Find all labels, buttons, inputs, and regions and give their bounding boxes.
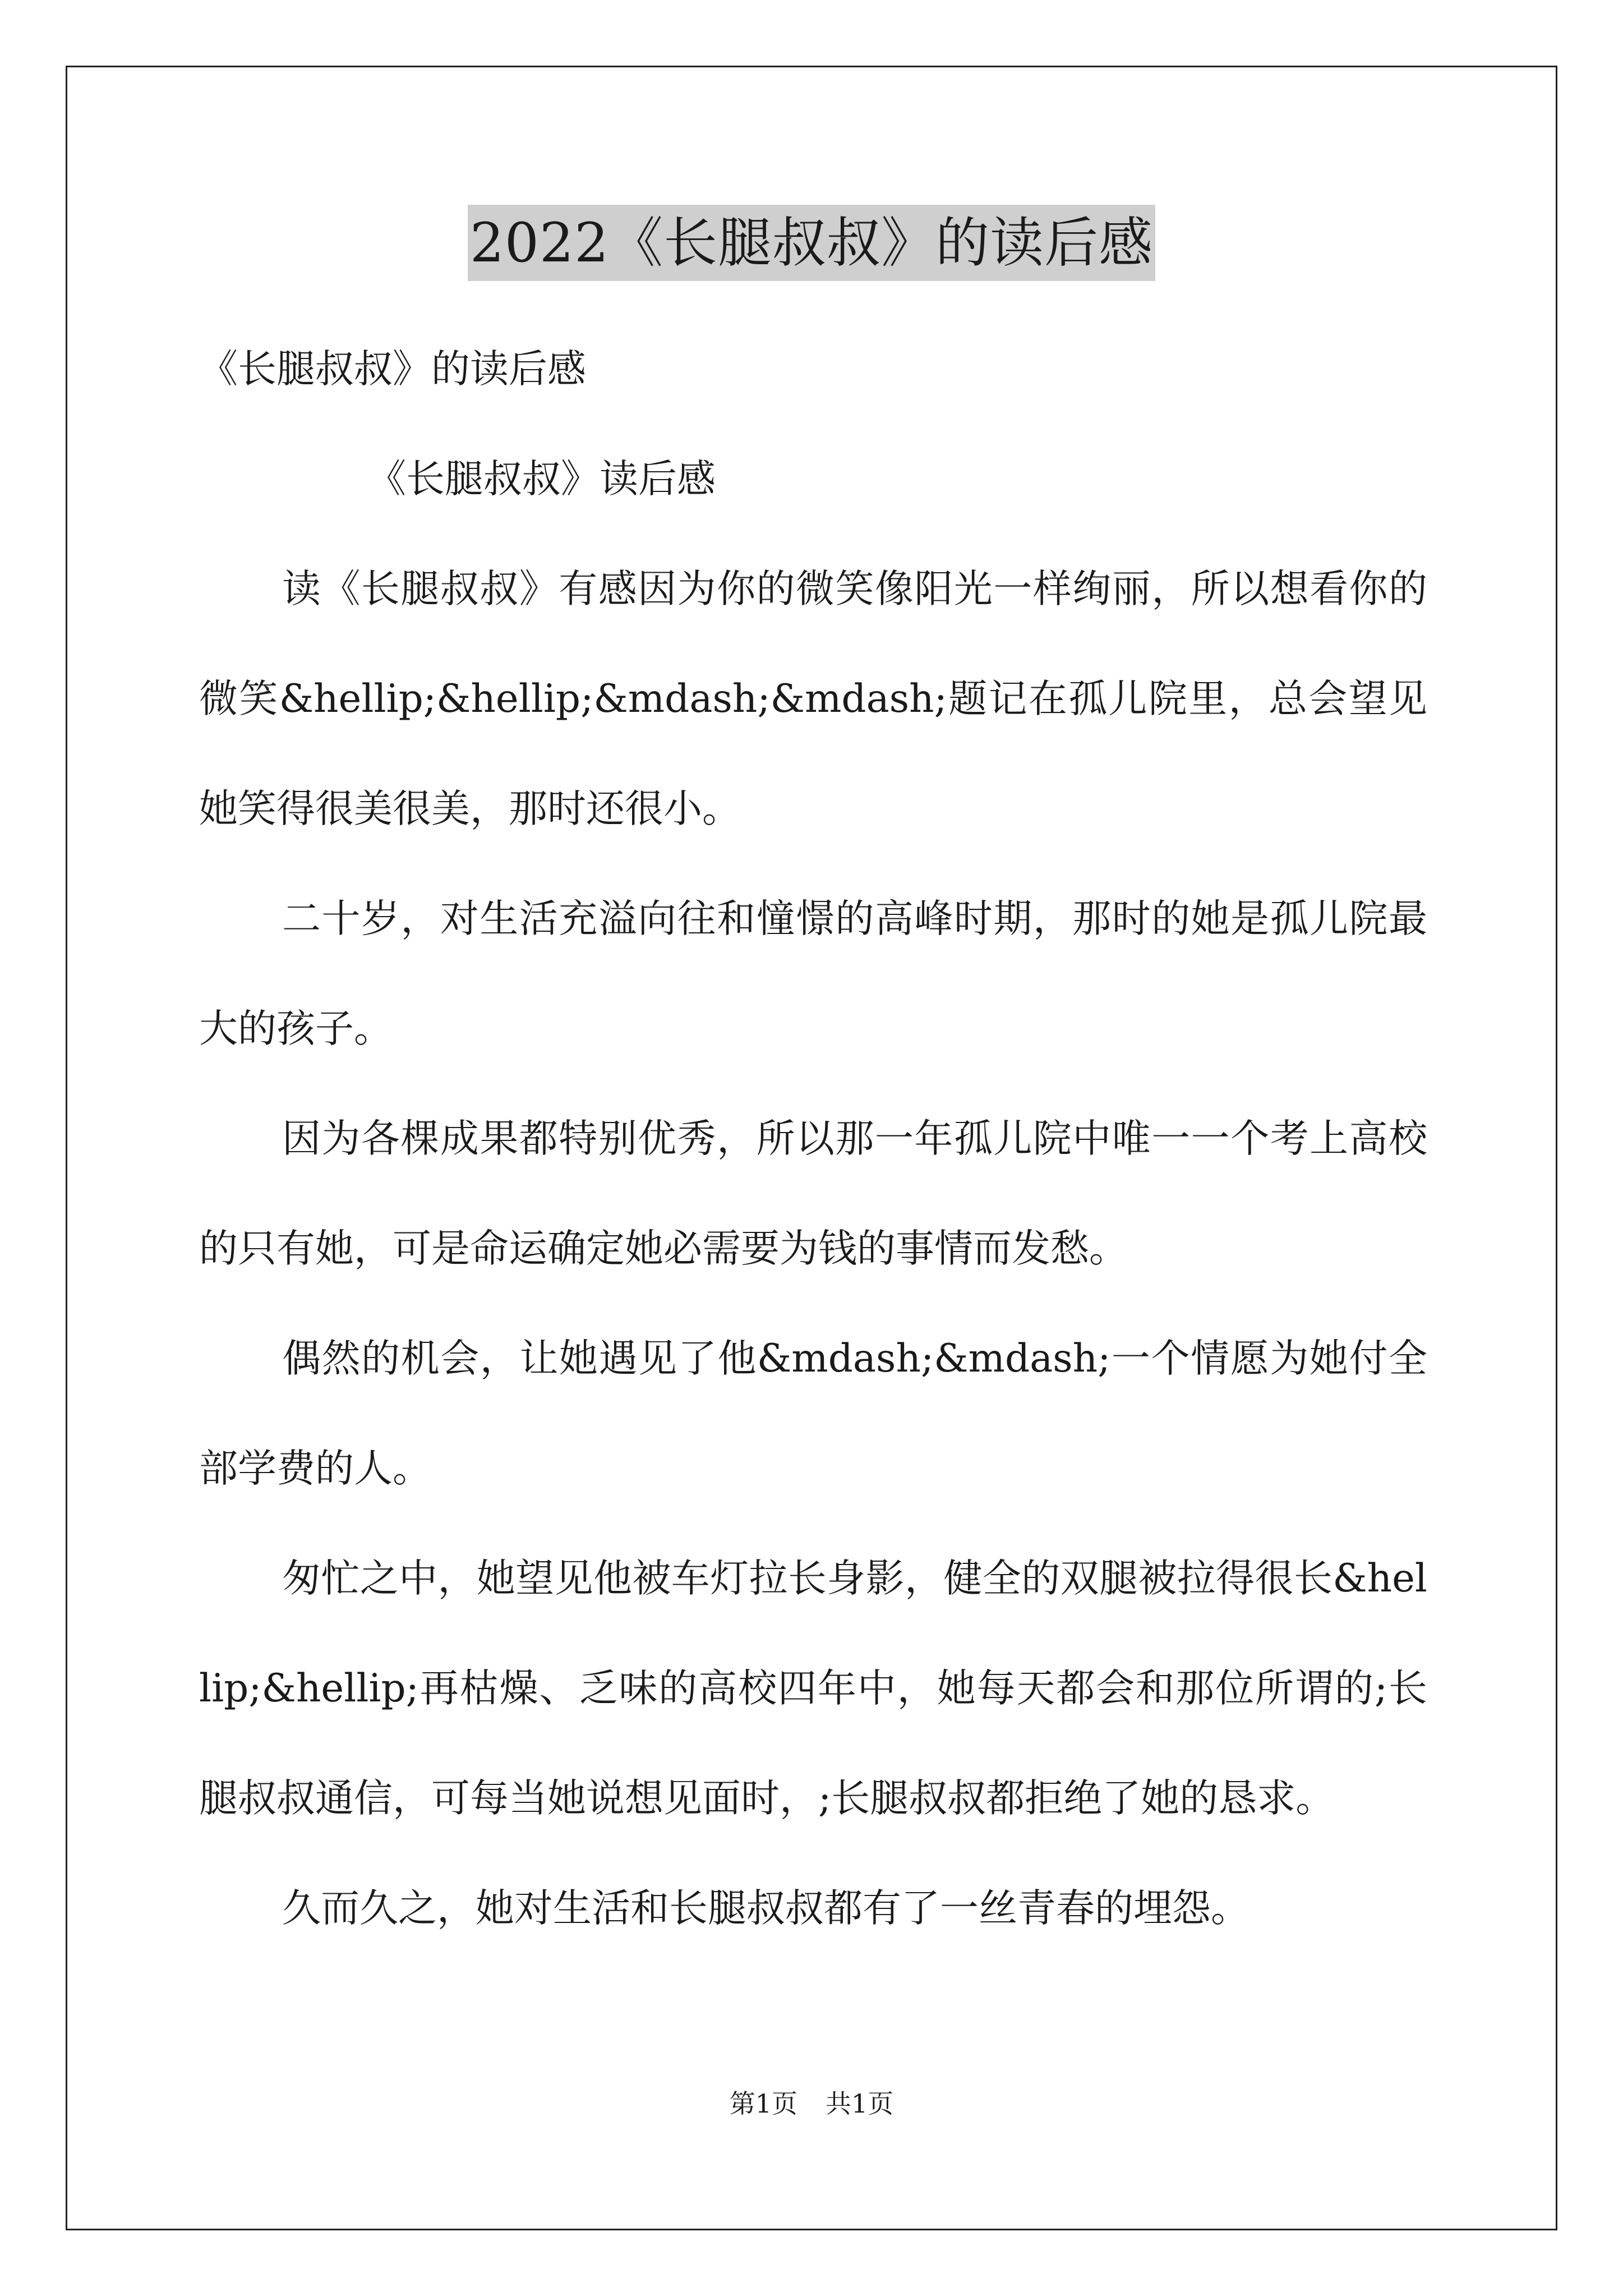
paragraph: 匆忙之中，她望见他被车灯拉长身影，健全的双腿被拉得很长&hellip;&hellip;再枯燥、乏味的高校四年中，她每天都会和那位所谓的;长腿叔叔通信，可每当她说想见面时，;长腿叔叔都拒绝了她的恳求。 — [199, 1556, 1427, 1821]
title-container — [0, 205, 1623, 281]
paragraph: 偶然的机会，让她遇见了他&mdash;&mdash;一个情愿为她付全部学费的人。 — [199, 1336, 1427, 1491]
paragraph: 因为各棵成果都特别优秀，所以那一年孤儿院中唯一一个考上高校的只有她，可是命运确定她必需要为钱的事情而发愁。 — [199, 1116, 1427, 1271]
paragraph: 读《长腿叔叔》有感因为你的微笑像阳光一样绚丽，所以想看你的微笑&hellip;&hellip;&mdash;&mdash;题记在孤儿院里，总会望见她笑得很美很美，那时还很小。 — [199, 567, 1427, 831]
document-body — [199, 314, 1427, 1963]
page-number: 第1页 — [729, 2088, 797, 2119]
paragraph: 二十岁，对生活充溢向往和憧憬的高峰时期，那时的她是孤儿院最大的孩子。 — [199, 896, 1427, 1051]
page-total: 共1页 — [826, 2088, 894, 2119]
paragraph: 《长腿叔叔》的读后感 — [199, 347, 586, 392]
document-title: 2022《长腿叔叔》的读后感 — [468, 205, 1155, 281]
paragraph-subtitle: 《长腿叔叔》读后感 — [367, 457, 716, 501]
paragraph: 久而久之，她对生活和长腿叔叔都有了一丝青春的埋怨。 — [282, 1886, 1249, 1931]
page-footer — [0, 2087, 1623, 2120]
